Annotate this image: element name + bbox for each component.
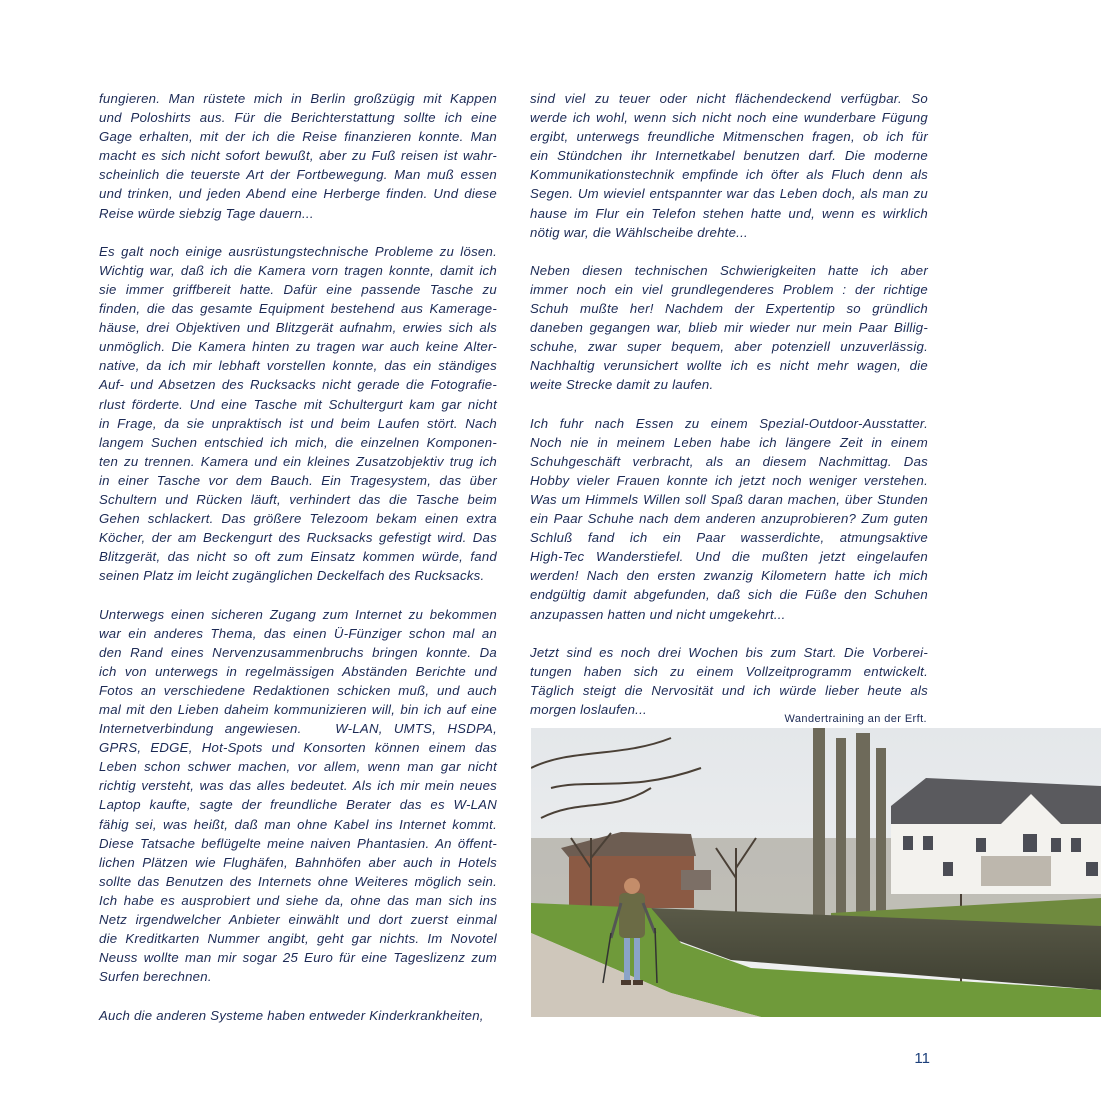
text-line: finden, die das gesamte Equipment bestehend aus Kamerage-: [99, 301, 497, 317]
text-line: Noch nie in meinem Leben habe ich längere Zeit in einem: [530, 434, 928, 450]
text-line: ergibt, unterwegs freundliche Mitmenschen fragen, ob ich für: [530, 129, 928, 145]
text-line: Unterwegs einen sicheren Zugang zum Internet zu bekommen: [99, 606, 497, 622]
text-line: mal mit den Lieben daheim kommunizieren will, bin ich auf eine: [99, 702, 497, 717]
text-line: Nachhaltig verunsichert wollte ich es nicht mehr wagen, die: [530, 358, 928, 374]
text-line: Auf- und Absetzen des Rucksacks nicht gerade die Fotografie-: [99, 377, 497, 393]
text-line: in Frage, da sie unpraktisch ist und beim Laufen stört. Nach: [99, 415, 497, 431]
text-line: Leben schon schwer machen, vor allem, wenn man gar nicht: [99, 759, 497, 775]
text-line: unmöglich. Die Kamera hinten zu tragen war auch keine Alter-: [99, 339, 497, 355]
text-line: ich von unterwegs in regelmässigen Abständen Berichte und: [99, 663, 497, 679]
text-line: Neben diesen technischen Schwierigkeiten hatte ich aber: [530, 262, 928, 278]
paragraph: [530, 89, 928, 242]
text-line: native, da ich mir lebhaft vorstellen konnte, das ein ständiges: [99, 358, 497, 374]
text-line: macht es sich nicht sofort bewußt, aber zu Fuß reisen ist wahr-: [99, 148, 497, 164]
text-line: fungieren. Man rüstete mich in Berlin großzügig mit Kappen: [99, 91, 497, 106]
text-line: sie immer griffbereit hatte. Dafür eine passende Tasche zu: [99, 281, 497, 297]
text-line: und trinken, und jeden Abend eine Herberge finden. Und diese: [99, 186, 497, 202]
text-line: Diese Tatsache beflügelte meine naiven Phantasien. An öffent-: [99, 835, 497, 851]
text-line: anzupassen hatten und nicht umgekehrt...: [530, 606, 786, 622]
left-text-column: [99, 89, 497, 1025]
paragraph: [99, 605, 497, 987]
text-line: Wichtig war, daß ich die Kamera vorn tragen konnte, damit ich: [99, 262, 497, 278]
text-line: Es galt noch einige ausrüstungstechnische Probleme zu lösen.: [99, 243, 497, 259]
text-line: Auch die anderen Systeme haben entweder Kinderkrankheiten,: [99, 1007, 484, 1023]
text-line: Internetverbindung angewiesen. W-LAN, UMTS, HSDPA,: [99, 721, 497, 737]
text-line: schuhe, zwar super bequem, aber potenziell unzuverlässig.: [530, 339, 928, 355]
text-line: häuse, drei Objektiven und Blitzgerät aufnahm, erwies sich als: [99, 320, 497, 336]
text-line: Laptop kaufte, sagte der freundliche Berater das es W-LAN: [99, 797, 497, 813]
text-line: lichen Plätzen wie Flughäfen, Bahnhöfen aber auch in Hotels: [99, 854, 497, 870]
text-line: fähig sei, was heißt, daß man ohne Kabel ins Internet kommt.: [99, 816, 497, 832]
text-line: Blitzgerät, das nicht so oft zum Einsatz kommen würde, fand: [99, 549, 497, 565]
text-line: Köcher, der am Beckengurt des Rucksacks gefestigt wird. Das: [99, 530, 497, 546]
text-line: langem Suchen entschied ich mich, die einzelnen Komponen-: [99, 434, 497, 450]
paragraph: [99, 89, 497, 223]
text-line: Schluß fand ich ein Paar wasserdichte, atmungsaktive: [530, 530, 928, 546]
text-line: weite Strecke damit zu laufen.: [530, 377, 714, 393]
text-line: Fotos an verschiedene Redaktionen schicken muß, und auch: [99, 682, 497, 698]
text-line: GPRS, EDGE, Hot-Spots und Konsorten können einem das: [99, 740, 497, 756]
text-line: Hobby vieler Frauen konnte ich jetzt noch weniger verstehen.: [530, 472, 928, 488]
text-line: Ich fuhr nach Essen zu einem Spezial-Outdoor-Ausstatter.: [530, 415, 928, 431]
text-line: Kommunikationstechnik empfinde ich öfter als Fluch denn als: [530, 167, 928, 183]
text-line: Schultern und Rücken läuft, verhindert das die Tasche beim: [99, 491, 497, 507]
photo-caption: Wandertraining an der Erft.: [784, 713, 927, 725]
text-line: richtig versteht, was das alles bedeutet. Als ich mir mein neues: [99, 778, 497, 794]
text-line: war ein anderes Thema, das einen Ü-Fünziger schon mal an: [99, 625, 497, 641]
text-line: Gehen schlackert. Das größere Telezoom bekam einen extra: [99, 511, 497, 527]
text-line: tungen haben sich zu einem Vollzeitprogramm entwickelt.: [530, 663, 928, 679]
text-line: sollte das Benutzen des Internets ohne Weiteres möglich sein.: [99, 873, 497, 889]
text-line: werde ich wohl, wenn sich nicht noch eine wunderbare Fügung: [530, 110, 928, 126]
text-line: endgültig damit abgefunden, daß sich die Füße den Schuhen: [530, 587, 928, 603]
text-line: Segen. Um wieviel entspannter war das Leben doch, als man zu: [530, 186, 928, 202]
text-line: in einer Tasche vor dem Bauch. Ein Tragesystem, das über: [99, 472, 497, 488]
text-line: scheinlich die teuerste Art der Fortbewegung. Man muß essen: [99, 167, 497, 183]
paragraph: [530, 261, 928, 395]
text-line: Schuh mußte her! Nachdem der Expertentip so gründlich: [530, 301, 928, 317]
text-line: sind viel zu teuer oder nicht flächendeckend verfügbar. So: [530, 91, 928, 106]
text-line: Neuss wollte man mir sogar 25 Euro für eine Tageslizenz zum: [99, 950, 497, 966]
paragraph: [530, 643, 928, 719]
text-line: und Poloshirts aus. Für die Berichterstattung sollte ich eine: [99, 110, 497, 126]
text-line: Jetzt sind es noch drei Wochen bis zum Start. Die Vorberei-: [530, 644, 928, 660]
text-line: Netz irgendwelcher Anbieter einwählt und dort zuerst einmal: [99, 912, 497, 928]
paragraph: [530, 414, 928, 624]
text-line: ein Stündchen ihr Internetkabel benutzen darf. Die moderne: [530, 148, 928, 164]
text-line: Schuhgeschäft verbracht, als an diesem Nachmittag. Das: [530, 453, 928, 469]
text-line: werden! Nach den ersten zwanzig Kilometern hatte ich mich: [530, 568, 928, 584]
right-text-column: [530, 89, 928, 719]
text-line: ten zu trennen. Kamera und ein kleines Zusatzobjektiv trug ich: [99, 453, 497, 469]
text-line: ein Paar Schuhe nach dem anderen anzuprobieren? Zum guten: [530, 511, 928, 527]
text-line: nötig war, die Wählscheibe drehte...: [530, 224, 748, 240]
text-line: hause im Flur ein Telefon stehen hatte und, wenn es wirklich: [530, 205, 928, 221]
text-line: High-Tec Wanderstiefel. Und die mußten jetzt eingelaufen: [530, 549, 928, 565]
text-line: Täglich steigt die Nervosität und ich würde lieber heute als: [530, 682, 928, 698]
text-line: Reise würde siebzig Tage dauern...: [99, 205, 314, 221]
page-number: 11: [914, 1050, 930, 1067]
text-line: rlust förderte. Und eine Tasche mit Schultergurt kam gar nicht: [99, 396, 497, 412]
photo-hiker-by-river: [531, 728, 1101, 1017]
paragraph: [99, 1006, 497, 1025]
text-line: daneben gegangen war, blieb mir wieder nur mein Paar Billig-: [530, 320, 928, 336]
text-line: Was um Himmels Willen soll Spaß daran machen, über Stunden: [530, 491, 928, 507]
paragraph: [99, 242, 497, 586]
text-line: Surfen berechnen.: [99, 969, 212, 985]
text-line: immer noch ein viel grundlegenderes Problem : der richtige: [530, 281, 928, 297]
text-line: Gage erhalten, mit der ich die Reise finanzieren konnte. Man: [99, 129, 497, 145]
text-line: seinen Platz im leicht zugänglichen Deckelfach des Rucksacks.: [99, 568, 485, 584]
text-line: den Rand eines Nervenzusammenbruchs bringen konnte. Da: [99, 644, 497, 660]
text-line: Ich habe es ausprobiert und siehe da, ohne das man sich ins: [99, 892, 497, 908]
text-line: morgen loslaufen...: [530, 702, 647, 717]
text-line: die Kreditkarten Nummer angibt, geht gar nichts. Im Novotel: [99, 931, 497, 947]
